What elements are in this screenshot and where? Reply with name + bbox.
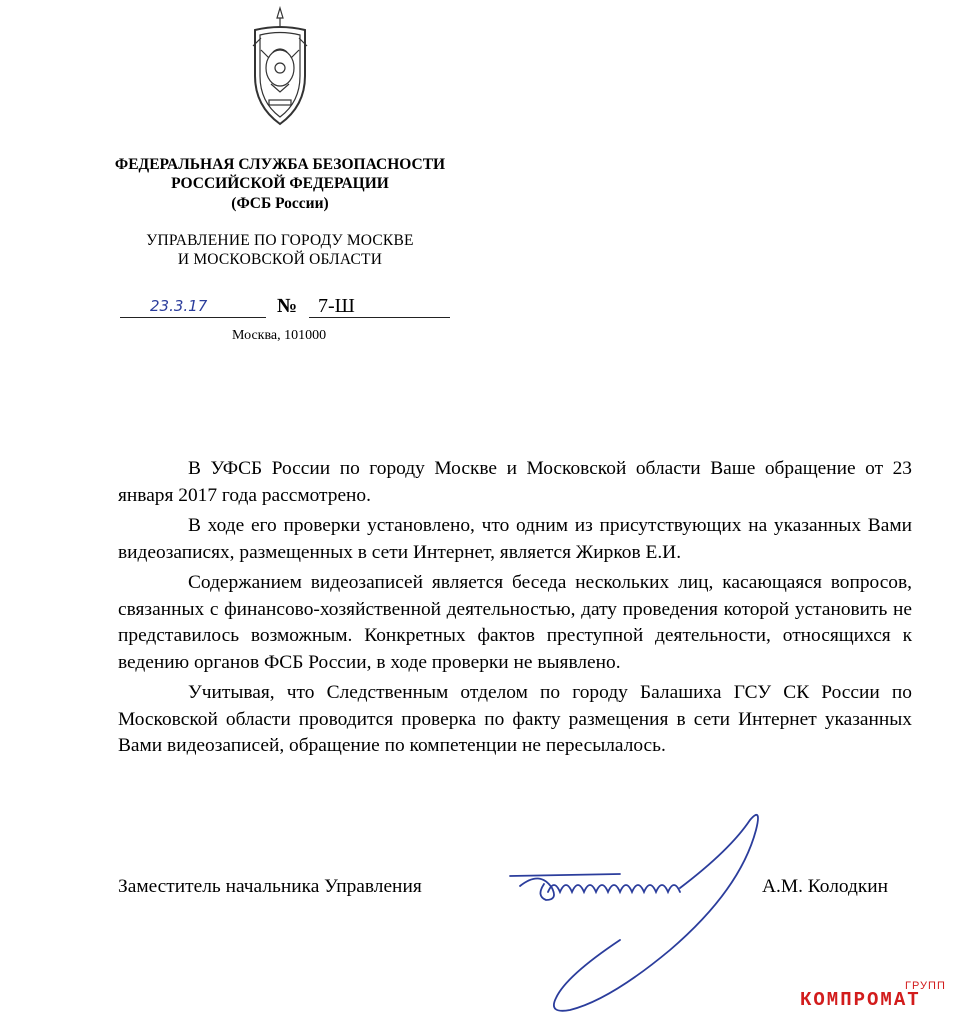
date-underline — [120, 317, 266, 318]
letter-body — [118, 456, 912, 760]
agency-name-line2: РОССИЙСКОЙ ФЕДЕРАЦИИ — [171, 175, 389, 192]
department-line1: УПРАВЛЕНИЕ ПО ГОРОДУ МОСКВЕ — [146, 232, 414, 249]
reference-date: 23.3.17 — [150, 297, 208, 315]
paragraph-4: Учитывая, что Следственным отделом по городу Балашиха ГСУ СК России по Московской области проводится проверка по факту размещения в сети Интернет указанных Вами видеозаписей, обращение по компетенции не пересылалось. — [118, 682, 912, 756]
agency-abbreviation: (ФСБ России) — [231, 195, 329, 212]
address: Москва, 101000 — [232, 328, 327, 343]
paragraph-2: В ходе его проверки установлено, что одним из присутствующих на указанных Вами видеозаписях, размещенных в сети Интернет, является Жирков Е.И. — [118, 515, 912, 563]
paragraph-3: Содержанием видеозаписей является беседа нескольких лиц, касающаяся вопросов, связанных с финансово-хозяйственной деятельностью, дату проведения которой установить не представилось возможным. Конкретных фактов преступной деятельности, относящихся к ведению органов ФСБ России, в ходе проверки не выявлено. — [118, 572, 912, 673]
number-label: № — [277, 295, 298, 317]
watermark-logo: КОМПРОМАТ — [800, 989, 921, 1011]
paragraph-1: В УФСБ России по городу Москве и Московской области Ваше обращение от 23 января 2017 года рассмотрено. — [118, 458, 912, 506]
signatory-position: Заместитель начальника Управления — [118, 876, 422, 897]
watermark-small: ГРУПП — [905, 980, 946, 992]
department-line2: И МОСКОВСКОЙ ОБЛАСТИ — [177, 251, 383, 268]
signatory-name: А.М. Колодкин — [762, 876, 889, 897]
handwritten-signature-icon — [500, 800, 780, 1020]
reference-number: 7-Ш — [318, 295, 355, 317]
agency-name-line1: ФЕДЕРАЛЬНАЯ СЛУЖБА БЕЗОПАСНОСТИ — [114, 156, 446, 173]
fsb-emblem-icon — [247, 6, 313, 130]
